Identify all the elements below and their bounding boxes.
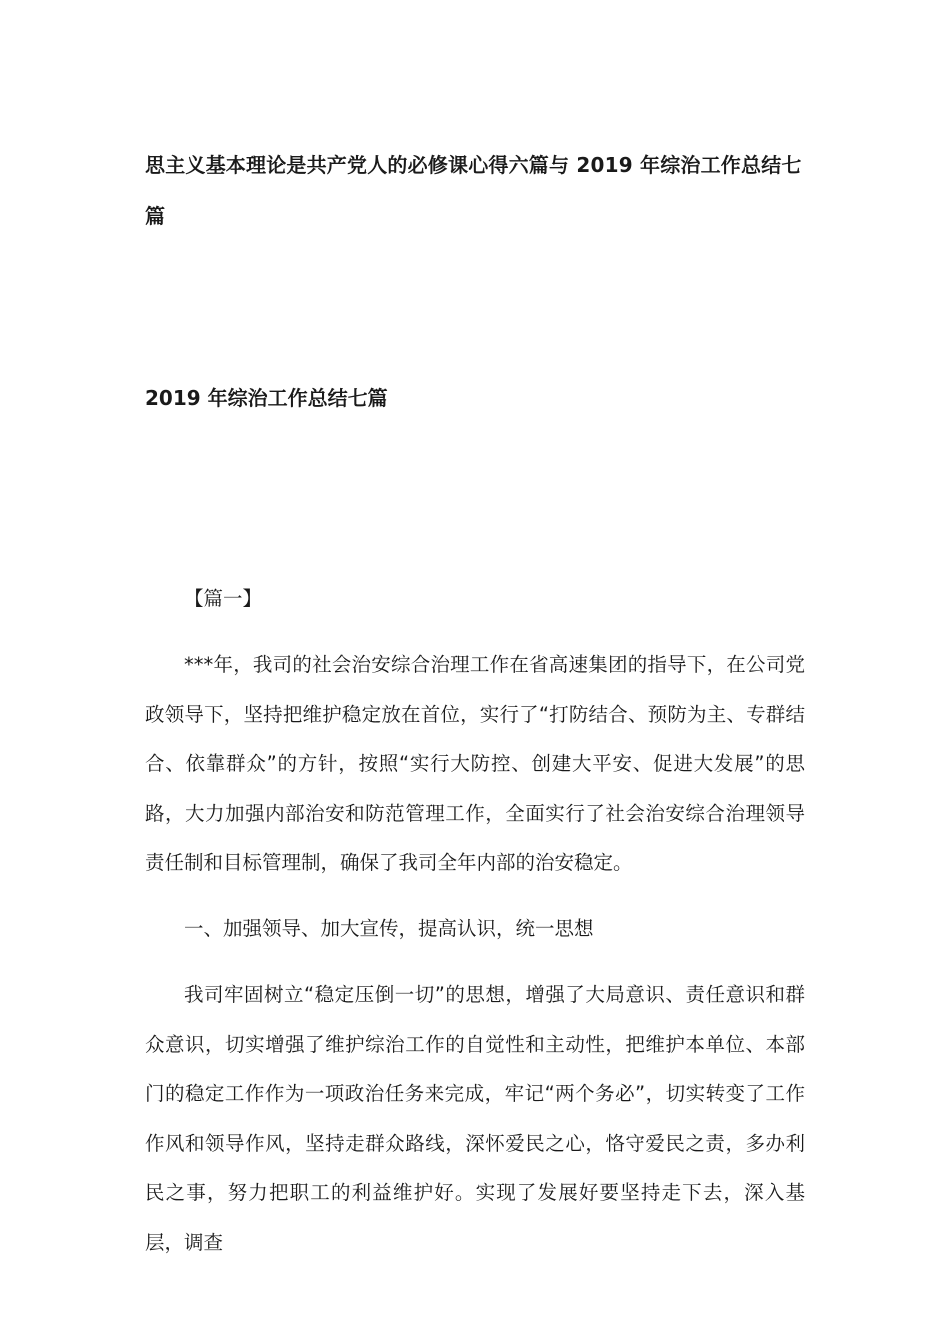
part-label: 【篇一】 bbox=[184, 587, 263, 610]
document-body bbox=[145, 574, 805, 1284]
paragraph-body-1: 我司牢固树立“稳定压倒一切”的思想，增强了大局意识、责任意识和群众意识，切实增强了维护综治工作的自觉性和主动性，把维护本单位、本部门的稳定工作作为一项政治任务来完成，牢记“两个务必”，切实转变了工作作风和领导作风，坚持走群众路线，深怀爱民之心，恪守爱民之责，多办利民之事，努力把职工的利益维护好。实现了发展好要坚持走下去，深入基层，调查 bbox=[145, 983, 805, 1254]
paragraph-intro: ***年，我司的社会治安综合治理工作在省高速集团的指导下，在公司党政领导下，坚持把维护稳定放在首位，实行了“打防结合、预防为主、专群结合、依靠群众”的方针，按照“实行大防控、创建大平安、促进大发展”的思路，大力加强内部治安和防范管理工作，全面实行了社会治安综合治理领导责任制和目标管理制，确保了我司全年内部的治安稳定。 bbox=[145, 653, 805, 874]
document-title: 思主义基本理论是共产党人的必修课心得六篇与 2019 年综治工作总结七篇 bbox=[145, 153, 802, 228]
section-title: 2019 年综治工作总结七篇 bbox=[145, 386, 388, 410]
paragraph-heading-1: 一、加强领导、加大宣传，提高认识，统一思想 bbox=[184, 917, 594, 940]
